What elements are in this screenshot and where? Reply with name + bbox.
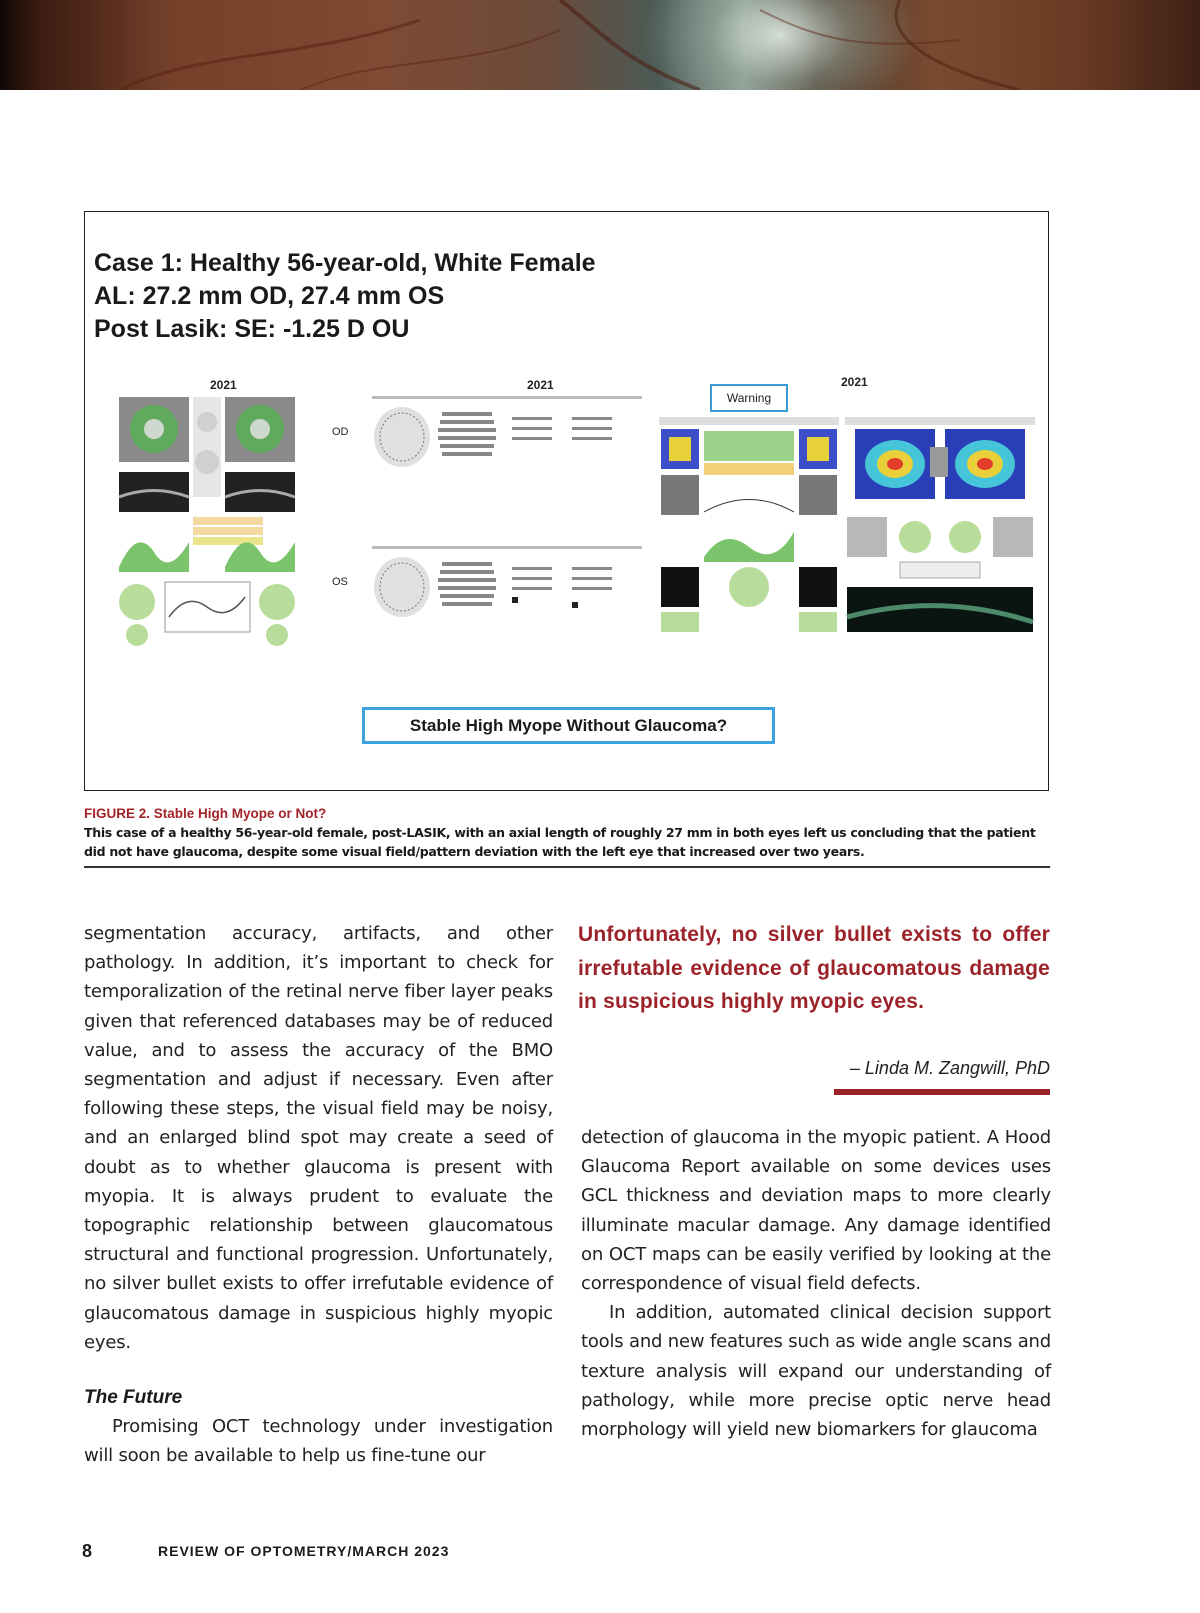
axial-length-line: AL: 27.2 mm OD, 27.4 mm OS [94, 282, 445, 310]
retina-vessels-graphic [0, 0, 1200, 90]
gcl-analysis-printout [845, 417, 1035, 637]
rnfl-analysis-printout [659, 417, 839, 637]
pull-quote-attribution: – Linda M. Zangwill, PhD [849, 1058, 1050, 1078]
article-paragraph: Promising OCT technology under investigation will soon be available to help us fine-tune our [84, 1416, 553, 1467]
stable-high-myope-label: Stable High Myope Without Glaucoma? [362, 707, 775, 744]
eye-label-od: OD [332, 426, 349, 438]
post-lasik-line: Post Lasik: SE: -1.25 D OU [94, 315, 410, 343]
figure-caption [84, 805, 1050, 861]
eye-label-os: OS [332, 576, 348, 588]
figure-2-image [84, 211, 1049, 791]
publication-title: REVIEW OF OPTOMETRY/MARCH 2023 [158, 1543, 450, 1559]
year-label-oct: 2021 [210, 378, 237, 392]
article-paragraph: In addition, automated clinical decision support tools and new features such as wide angle scans and texture analysis will expand our understanding of pathology, while more precise optic nerve head morphology will yield new biomarkers for glaucoma [581, 1302, 1051, 1441]
page-number: 8 [82, 1541, 93, 1561]
visual-field-os-printout [372, 542, 642, 642]
caption-text: This case of a healthy 56-year-old female, post-LASIK, with an axial length of roughly 27 mm in both eyes left us concluding that the patient did not have glaucoma, despite some visual field/pattern deviation with the left eye that increased over two years. [84, 825, 1036, 859]
case-title: Case 1: Healthy 56-year-old, White Female [94, 249, 596, 277]
article-left-column [84, 919, 553, 1470]
warning-label: Warning [710, 384, 788, 412]
header-banner-image [0, 0, 1200, 90]
article-paragraph: segmentation accuracy, artifacts, and other pathology. In addition, it’s important to check for temporalization of the retinal nerve fiber layer peaks given that referenced databases may be of reduced value, and to assess the accuracy of the BMO segmentation and adjust if necessary. Even after following these steps, the visual field may be noisy, and an enlarged blind spot may create a seed of doubt as to whether glaucoma is present with myopia. It is always prudent to evaluate the topographic relationship between glaucomatous structural and functional progression. Unfortunately, no silver bullet exists to offer irrefutable evidence of glaucomatous damage in suspicious highly myopic eyes. [84, 923, 553, 1353]
pull-quote-accent-bar [834, 1089, 1050, 1095]
caption-divider [84, 866, 1050, 868]
section-heading-the-future: The Future [84, 1387, 183, 1409]
oct-onh-printout [107, 392, 307, 647]
pull-quote: Unfortunately, no silver bullet exists to offer irrefutable evidence of glaucomatous damage in suspicious highly myopic eyes. [578, 923, 1050, 1013]
article-right-column [581, 1123, 1051, 1444]
visual-field-od-printout [372, 392, 642, 492]
article-paragraph: detection of glaucoma in the myopic patient. A Hood Glaucoma Report available on some devices uses GCL thickness and deviation maps to more clearly illuminate macular damage. Any damage identified on OCT maps can be easily verified by looking at the correspondence of visual field defects. [581, 1127, 1051, 1295]
caption-title: FIGURE 2. Stable High Myope or Not? [84, 806, 327, 821]
year-label-gcl: 2021 [841, 375, 868, 389]
year-label-vf: 2021 [527, 378, 554, 392]
